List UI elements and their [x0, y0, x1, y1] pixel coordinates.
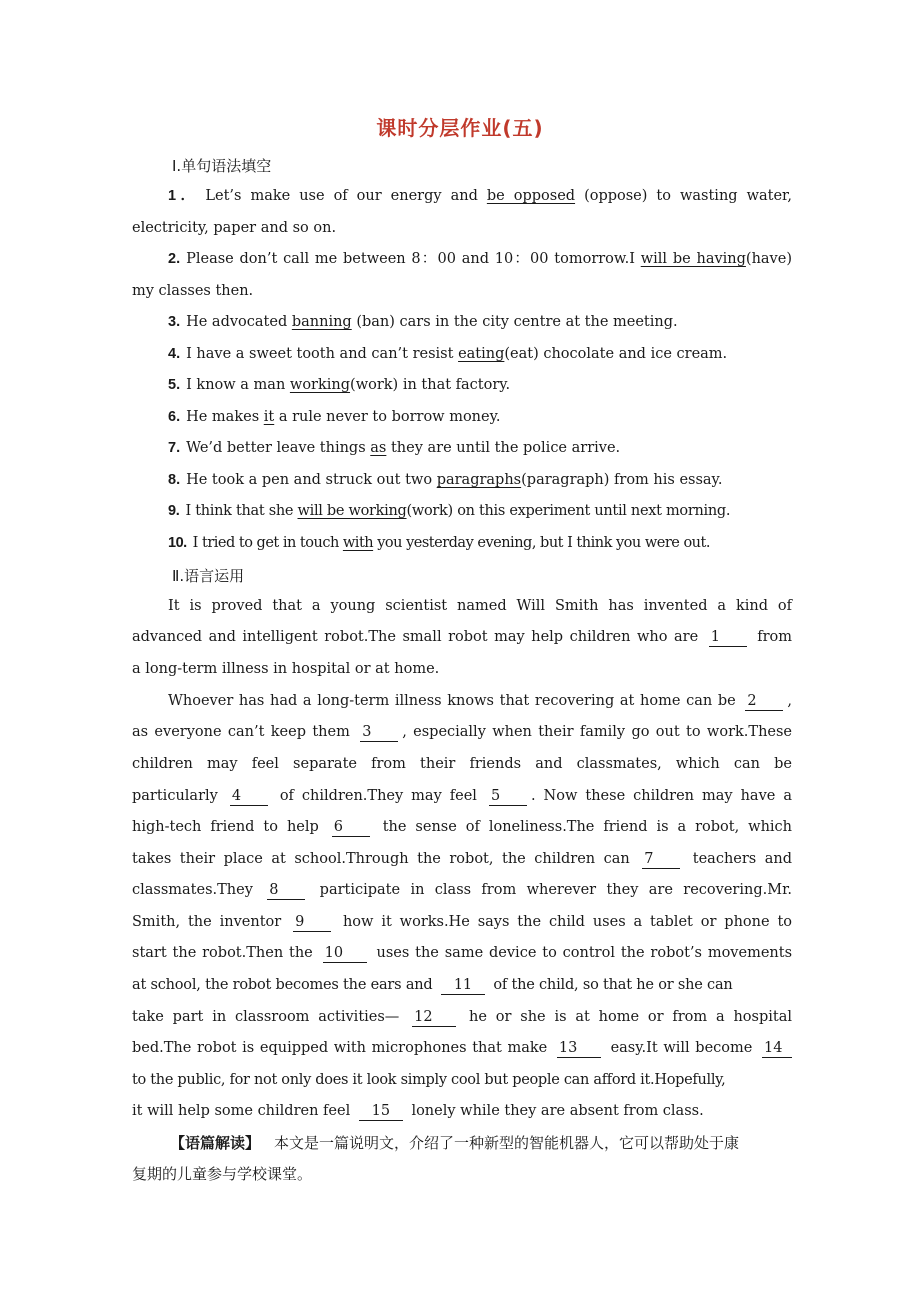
passage-line — [132, 1007, 792, 1027]
blank-7[interactable]: 7 — [642, 851, 680, 869]
question-number: 9. — [168, 503, 180, 519]
answer-text: eating — [458, 346, 505, 362]
blank-5[interactable]: 5 — [489, 788, 527, 806]
question-text: He took a pen and struck out two — [186, 472, 437, 488]
passage-line — [132, 817, 792, 837]
passage-line — [132, 849, 792, 869]
section1-heading: Ⅰ.单句语法填空 — [172, 157, 272, 175]
question-text: He advocated — [186, 314, 292, 330]
passage-text: Whoever has had a long-term illness knows that recovering at home can be — [168, 693, 736, 709]
blank-3[interactable]: 3 — [360, 724, 398, 742]
answer-text: as — [370, 440, 387, 456]
section2-heading: Ⅱ.语言运用 — [172, 567, 245, 585]
passage-line — [132, 627, 792, 647]
question-7 — [168, 438, 792, 458]
question-4 — [168, 344, 792, 364]
question-5 — [168, 375, 792, 395]
passage-text: , — [787, 693, 793, 709]
passage-text: take part in classroom activities— — [132, 1009, 400, 1025]
question-text: I have a sweet tooth and can’t resist — [186, 346, 459, 362]
answer-text: will be working — [297, 503, 407, 519]
passage-line — [132, 912, 792, 932]
passage-text: lonely while they are absent from class. — [411, 1103, 704, 1119]
blank-1[interactable]: 1 — [709, 629, 747, 647]
passage-line — [168, 691, 792, 711]
analysis-line-2: 复期的儿童参与学校课堂。 — [132, 1165, 313, 1183]
question-number: 7. — [168, 440, 181, 456]
question-number: 4. — [168, 346, 181, 362]
passage-text: he or she is at home or from a hospital — [469, 1009, 793, 1025]
passage-text: teachers and — [692, 851, 793, 867]
passage-text: as everyone can’t keep them — [132, 724, 350, 740]
analysis-label: 【语篇解读】 — [170, 1134, 261, 1152]
question-8 — [168, 470, 792, 490]
question-text: We’d better leave things — [186, 440, 371, 456]
question-number: 10. — [168, 535, 187, 551]
passage-text: it will help some children feel — [132, 1103, 351, 1119]
analysis-line — [170, 1133, 790, 1153]
blank-10[interactable]: 10 — [323, 945, 367, 963]
question-text: (work) on this experiment until next morning. — [406, 503, 731, 519]
passage-text: high-tech friend to help — [132, 819, 319, 835]
question-number: 3. — [168, 314, 181, 330]
question-text: (ban) cars in the city centre at the meeting. — [351, 314, 678, 330]
passage-line: to the public, for not only does it look simply cool but people can afford it.Hopefully, — [132, 1072, 726, 1088]
passage-text: easy.It will become — [610, 1040, 753, 1056]
question-9 — [168, 501, 792, 521]
blank-11[interactable]: 11 — [441, 977, 485, 995]
passage-line — [132, 943, 792, 963]
question-2 — [168, 249, 792, 269]
passage-line — [132, 1101, 792, 1121]
answer-text: paragraphs — [436, 472, 522, 488]
passage-text: the sense of loneliness.The friend is a robot, which — [382, 819, 793, 835]
passage-text: from — [757, 629, 793, 645]
passage-text: takes their place at school.Through the robot, the children can — [132, 851, 630, 867]
passage-text: of children.They may feel — [279, 788, 477, 804]
blank-8[interactable]: 8 — [267, 882, 305, 900]
question-text: He makes — [186, 409, 264, 425]
passage-text: , especially when their family go out to work.These — [402, 724, 793, 740]
question-text: (have) — [745, 251, 792, 267]
blank-15[interactable]: 15 — [359, 1103, 403, 1121]
question-10 — [168, 533, 792, 553]
passage-line — [132, 722, 792, 742]
blank-2[interactable]: 2 — [745, 693, 783, 711]
answer-text: it — [263, 409, 275, 425]
passage-text: at school, the robot becomes the ears and — [132, 977, 433, 993]
question-number: 5. — [168, 377, 181, 393]
passage-line — [132, 1038, 792, 1058]
answer-text: working — [289, 377, 351, 393]
question-3 — [168, 312, 792, 332]
passage-text: Smith, the inventor — [132, 914, 282, 930]
question-text: Please don’t call me between 8：00 and 10：00 tomorrow.I — [186, 251, 641, 267]
question-text: (oppose) to wasting water, — [575, 188, 792, 204]
passage-text: classmates.They — [132, 882, 253, 898]
question-text: Let’s make use of our energy and — [205, 188, 487, 204]
question-number: 2. — [168, 251, 181, 267]
blank-12[interactable]: 12 — [412, 1009, 456, 1027]
question-1-cont: electricity, paper and so on. — [132, 220, 337, 236]
passage-text: start the robot.Then the — [132, 945, 313, 961]
passage-line — [132, 786, 792, 806]
question-2-cont: my classes then. — [132, 283, 254, 299]
blank-6[interactable]: 6 — [332, 819, 370, 837]
passage-text: uses the same device to control the robot’s movements — [376, 945, 793, 961]
analysis-text: 本文是一篇说明文，介绍了一种新型的智能机器人，它可以帮助处于康 — [274, 1134, 740, 1152]
passage-text: bed.The robot is equipped with microphones that make — [132, 1040, 548, 1056]
question-text: I think that she — [185, 503, 298, 519]
passage-text: of the child, so that he or she can — [493, 977, 733, 993]
answer-text: with — [342, 535, 374, 551]
answer-text: will be having — [640, 251, 746, 267]
passage-text: particularly — [132, 788, 218, 804]
answer-text: banning — [291, 314, 352, 330]
blank-9[interactable]: 9 — [293, 914, 331, 932]
question-number: 1． — [168, 188, 200, 204]
question-text: (work) in that factory. — [350, 377, 511, 393]
question-number: 6. — [168, 409, 181, 425]
passage-line: children may feel separate from their friends and classmates, which can be — [132, 756, 792, 772]
question-text: I tried to get in touch — [192, 535, 343, 551]
question-text: you yesterday evening, but I think you were out. — [373, 535, 710, 551]
passage-text: how it works.He says the child uses a tablet or phone to — [342, 914, 793, 930]
question-6 — [168, 407, 792, 427]
passage-text: participate in class from wherever they are recovering.Mr. — [319, 882, 793, 898]
blank-13[interactable]: 13 — [557, 1040, 601, 1058]
blank-14[interactable]: 14 — [762, 1040, 792, 1058]
passage-line — [132, 880, 792, 900]
passage-line — [132, 975, 816, 995]
passage-line: It is proved that a young scientist named Will Smith has invented a kind of — [168, 598, 792, 614]
passage-text: . Now these children may have a — [530, 788, 792, 804]
question-text: (eat) chocolate and ice cream. — [504, 346, 728, 362]
passage-line: a long-term illness in hospital or at home. — [132, 661, 440, 677]
passage-text: advanced and intelligent robot.The small robot may help children who are — [132, 629, 699, 645]
question-text: (paragraph) from his essay. — [521, 472, 723, 488]
blank-4[interactable]: 4 — [230, 788, 268, 806]
question-number: 8. — [168, 472, 181, 488]
answer-text: be opposed — [486, 188, 576, 204]
page-title: 课时分层作业(五) — [376, 116, 544, 140]
question-text: I know a man — [186, 377, 290, 393]
question-text: a rule never to borrow money. — [274, 409, 501, 425]
question-1 — [168, 186, 792, 206]
question-text: they are until the police arrive. — [386, 440, 621, 456]
